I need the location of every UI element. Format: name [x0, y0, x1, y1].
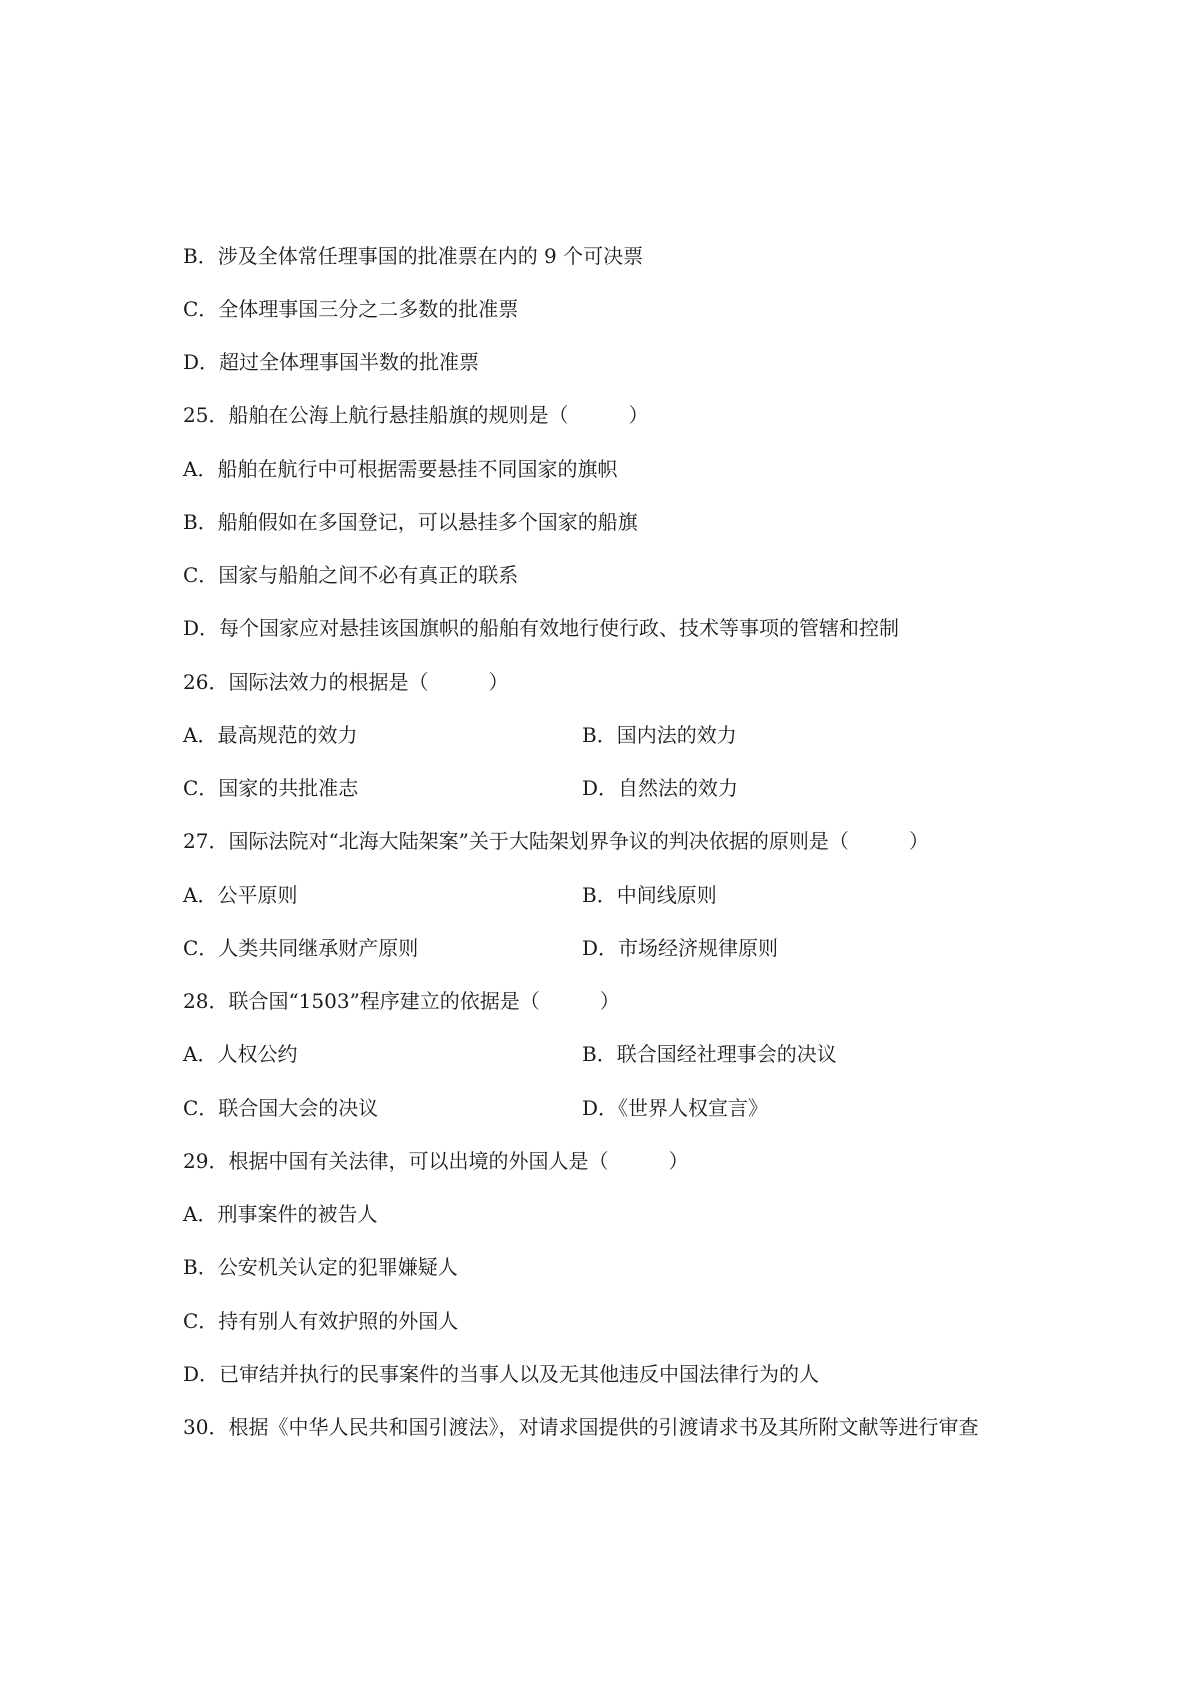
q27-option-a: A．公平原则: [183, 883, 298, 907]
q25-option-c: C．国家与船舶之间不必有真正的联系: [183, 563, 519, 587]
q25-option-d: D．每个国家应对悬挂该国旗帜的船舶有效地行使行政、技术等事项的管辖和控制: [183, 616, 900, 640]
q30-question: 30．根据《中华人民共和国引渡法》，对请求国提供的引渡请求书及其所附文献等进行审查: [183, 1415, 979, 1439]
q26-option-c: C．国家的共批准志: [183, 776, 359, 800]
q29-question: 29．根据中国有关法律，可以出境的外国人是（ ）: [183, 1149, 689, 1173]
q25-question: 25．船舶在公海上航行悬挂船旗的规则是（ ）: [183, 403, 649, 427]
q24-option-c: C．全体理事国三分之二多数的批准票: [183, 297, 519, 321]
q28-question: 28．联合国“1503”程序建立的依据是（ ）: [183, 989, 620, 1013]
q28-option-b: B．联合国经社理事会的决议: [582, 1042, 837, 1066]
q29-option-c: C．持有别人有效护照的外国人: [183, 1309, 459, 1333]
q25-option-b: B．船舶假如在多国登记，可以悬挂多个国家的船旗: [183, 510, 638, 534]
q24-option-d: D．超过全体理事国半数的批准票: [183, 350, 480, 374]
q28-option-d: D．《世界人权宣言》: [582, 1096, 769, 1120]
q26-option-b: B．国内法的效力: [582, 723, 737, 747]
q29-option-b: B．公安机关认定的犯罪嫌疑人: [183, 1255, 458, 1279]
q28-option-c: C．联合国大会的决议: [183, 1096, 379, 1120]
q26-option-a: A．最高规范的效力: [183, 723, 358, 747]
q27-option-d: D．市场经济规律原则: [582, 936, 779, 960]
q29-option-d: D．已审结并执行的民事案件的当事人以及无其他违反中国法律行为的人: [183, 1362, 820, 1386]
q25-option-a: A．船舶在航行中可根据需要悬挂不同国家的旗帜: [183, 457, 618, 481]
q24-option-b: B．涉及全体常任理事国的批准票在内的 9 个可决票: [183, 244, 644, 268]
q27-option-b: B．中间线原则: [582, 883, 717, 907]
q29-option-a: A．刑事案件的被告人: [183, 1202, 378, 1226]
q26-question: 26．国际法效力的根据是（ ）: [183, 670, 509, 694]
q27-question: 27．国际法院对“北海大陆架案”关于大陆架划界争议的判决依据的原则是（ ）: [183, 829, 929, 853]
q27-option-c: C．人类共同继承财产原则: [183, 936, 419, 960]
q26-option-d: D．自然法的效力: [582, 776, 739, 800]
q28-option-a: A．人权公约: [183, 1042, 298, 1066]
